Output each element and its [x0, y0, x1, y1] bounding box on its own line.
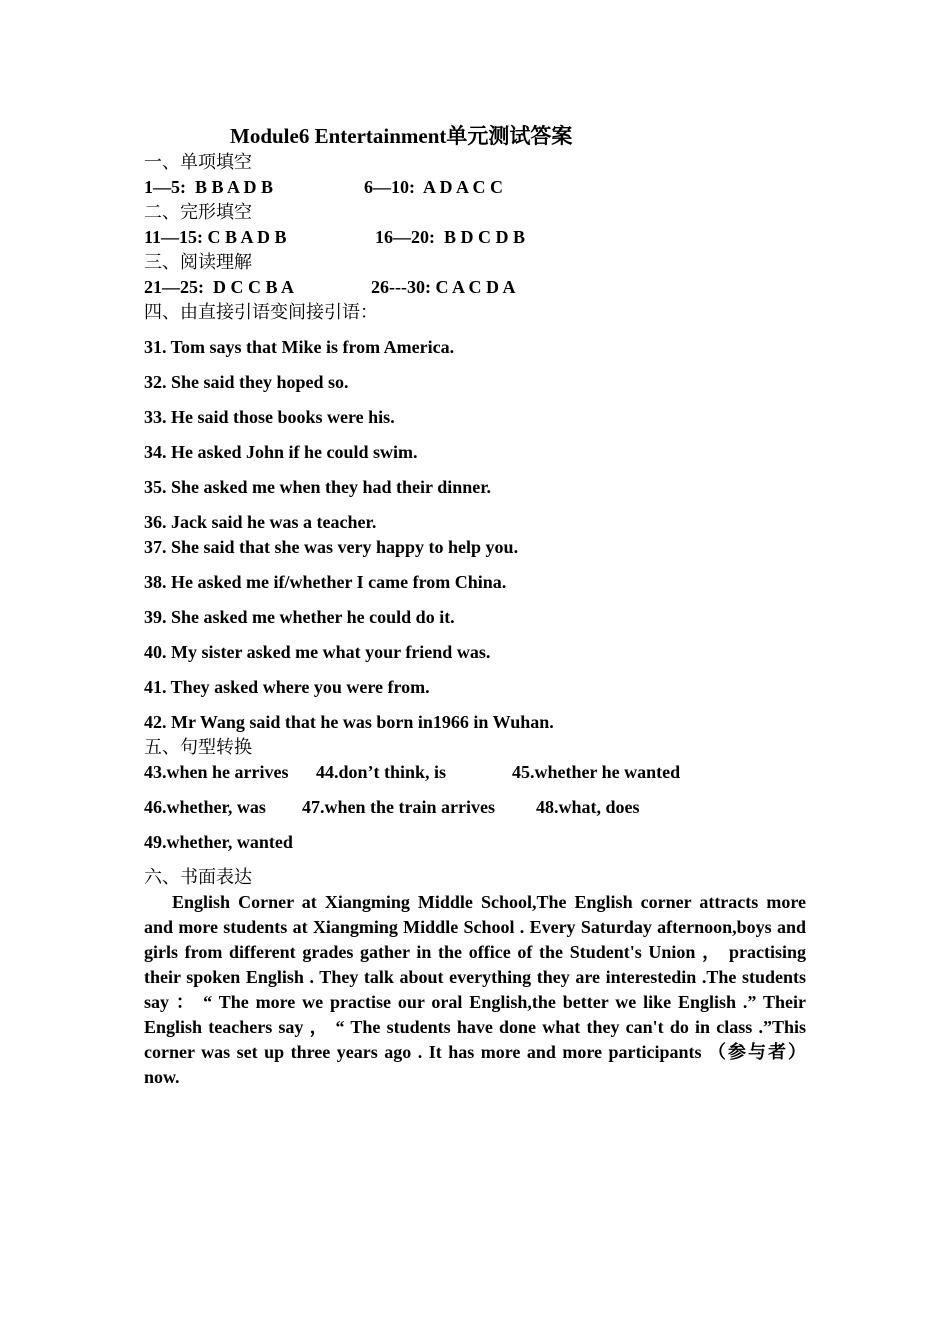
answer-47: 47.when the train arrives	[302, 797, 495, 817]
answer-row-11-20	[144, 225, 806, 250]
answer-37: 37. She said that she was very happy to help you.	[144, 537, 519, 557]
answer-38: 38. He asked me if/whether I came from China.	[144, 572, 507, 592]
answer-48: 48.what, does	[536, 797, 640, 817]
answers-21-25: 21—25: D C C B A	[144, 277, 295, 297]
section-heading-sentence-transform: 五、句型转换	[144, 737, 252, 758]
section-heading-reading: 三、阅读理解	[144, 252, 252, 273]
answer-34: 34. He asked John if he could swim.	[144, 442, 418, 462]
answer-35: 35. She asked me when they had their dinner.	[144, 477, 492, 497]
answer-row-43-45	[144, 760, 806, 785]
answer-sheet	[144, 120, 806, 1090]
answer-row-21-30	[144, 275, 806, 300]
answer-41: 41. They asked where you were from.	[144, 677, 430, 697]
answer-46: 46.whether, was	[144, 797, 266, 817]
answer-36: 36. Jack said he was a teacher.	[144, 512, 377, 532]
answer-44: 44.don’t think, is	[316, 762, 447, 782]
answers-26-30: 26---30: C A C D A	[371, 277, 516, 297]
answers-11-15: 11—15: C B A D B	[144, 227, 287, 247]
answer-row-46-48	[144, 795, 806, 820]
answer-39: 39. She asked me whether he could do it.	[144, 607, 455, 627]
section-heading-single-choice: 一、单项填空	[144, 152, 252, 173]
answers-6-10: 6—10: A D A C C	[364, 177, 504, 197]
answer-43: 43.when he arrives	[144, 762, 289, 782]
answer-49: 49.whether, wanted	[144, 832, 293, 852]
essay-paragraph: English Corner at Xiangming Middle School,The English corner attracts more and more students at Xiangming Middle School . Every Saturday afternoon,boys and girls from different grades gather in the office of the Student's Union ， practising their spoken English . They talk about everything they are interestedin .The students say ： “ The more we practise our oral English,the better we like English .” Their English teachers say ， “ The students have done what they can't do in class .”This corner was set up three years ago . It has more and more participants （参与者） now.	[144, 892, 806, 1087]
answer-42: 42. Mr Wang said that he was born in1966 in Wuhan.	[144, 712, 554, 732]
section-heading-cloze: 二、完形填空	[144, 202, 252, 223]
answer-33: 33. He said those books were his.	[144, 407, 395, 427]
answer-31: 31. Tom says that Mike is from America.	[144, 337, 455, 357]
answer-40: 40. My sister asked me what your friend was.	[144, 642, 491, 662]
answer-row-1-10	[144, 175, 806, 200]
page-title: Module6 Entertainment单元测试答案	[230, 124, 573, 148]
answer-45: 45.whether he wanted	[512, 762, 681, 782]
answers-16-20: 16—20: B D C D B	[375, 227, 526, 247]
answer-32: 32. She said they hoped so.	[144, 372, 349, 392]
section-heading-writing: 六、书面表达	[144, 867, 252, 888]
section-heading-reported-speech: 四、由直接引语变间接引语：	[144, 302, 378, 323]
answers-1-5: 1—5: B B A D B	[144, 177, 274, 197]
